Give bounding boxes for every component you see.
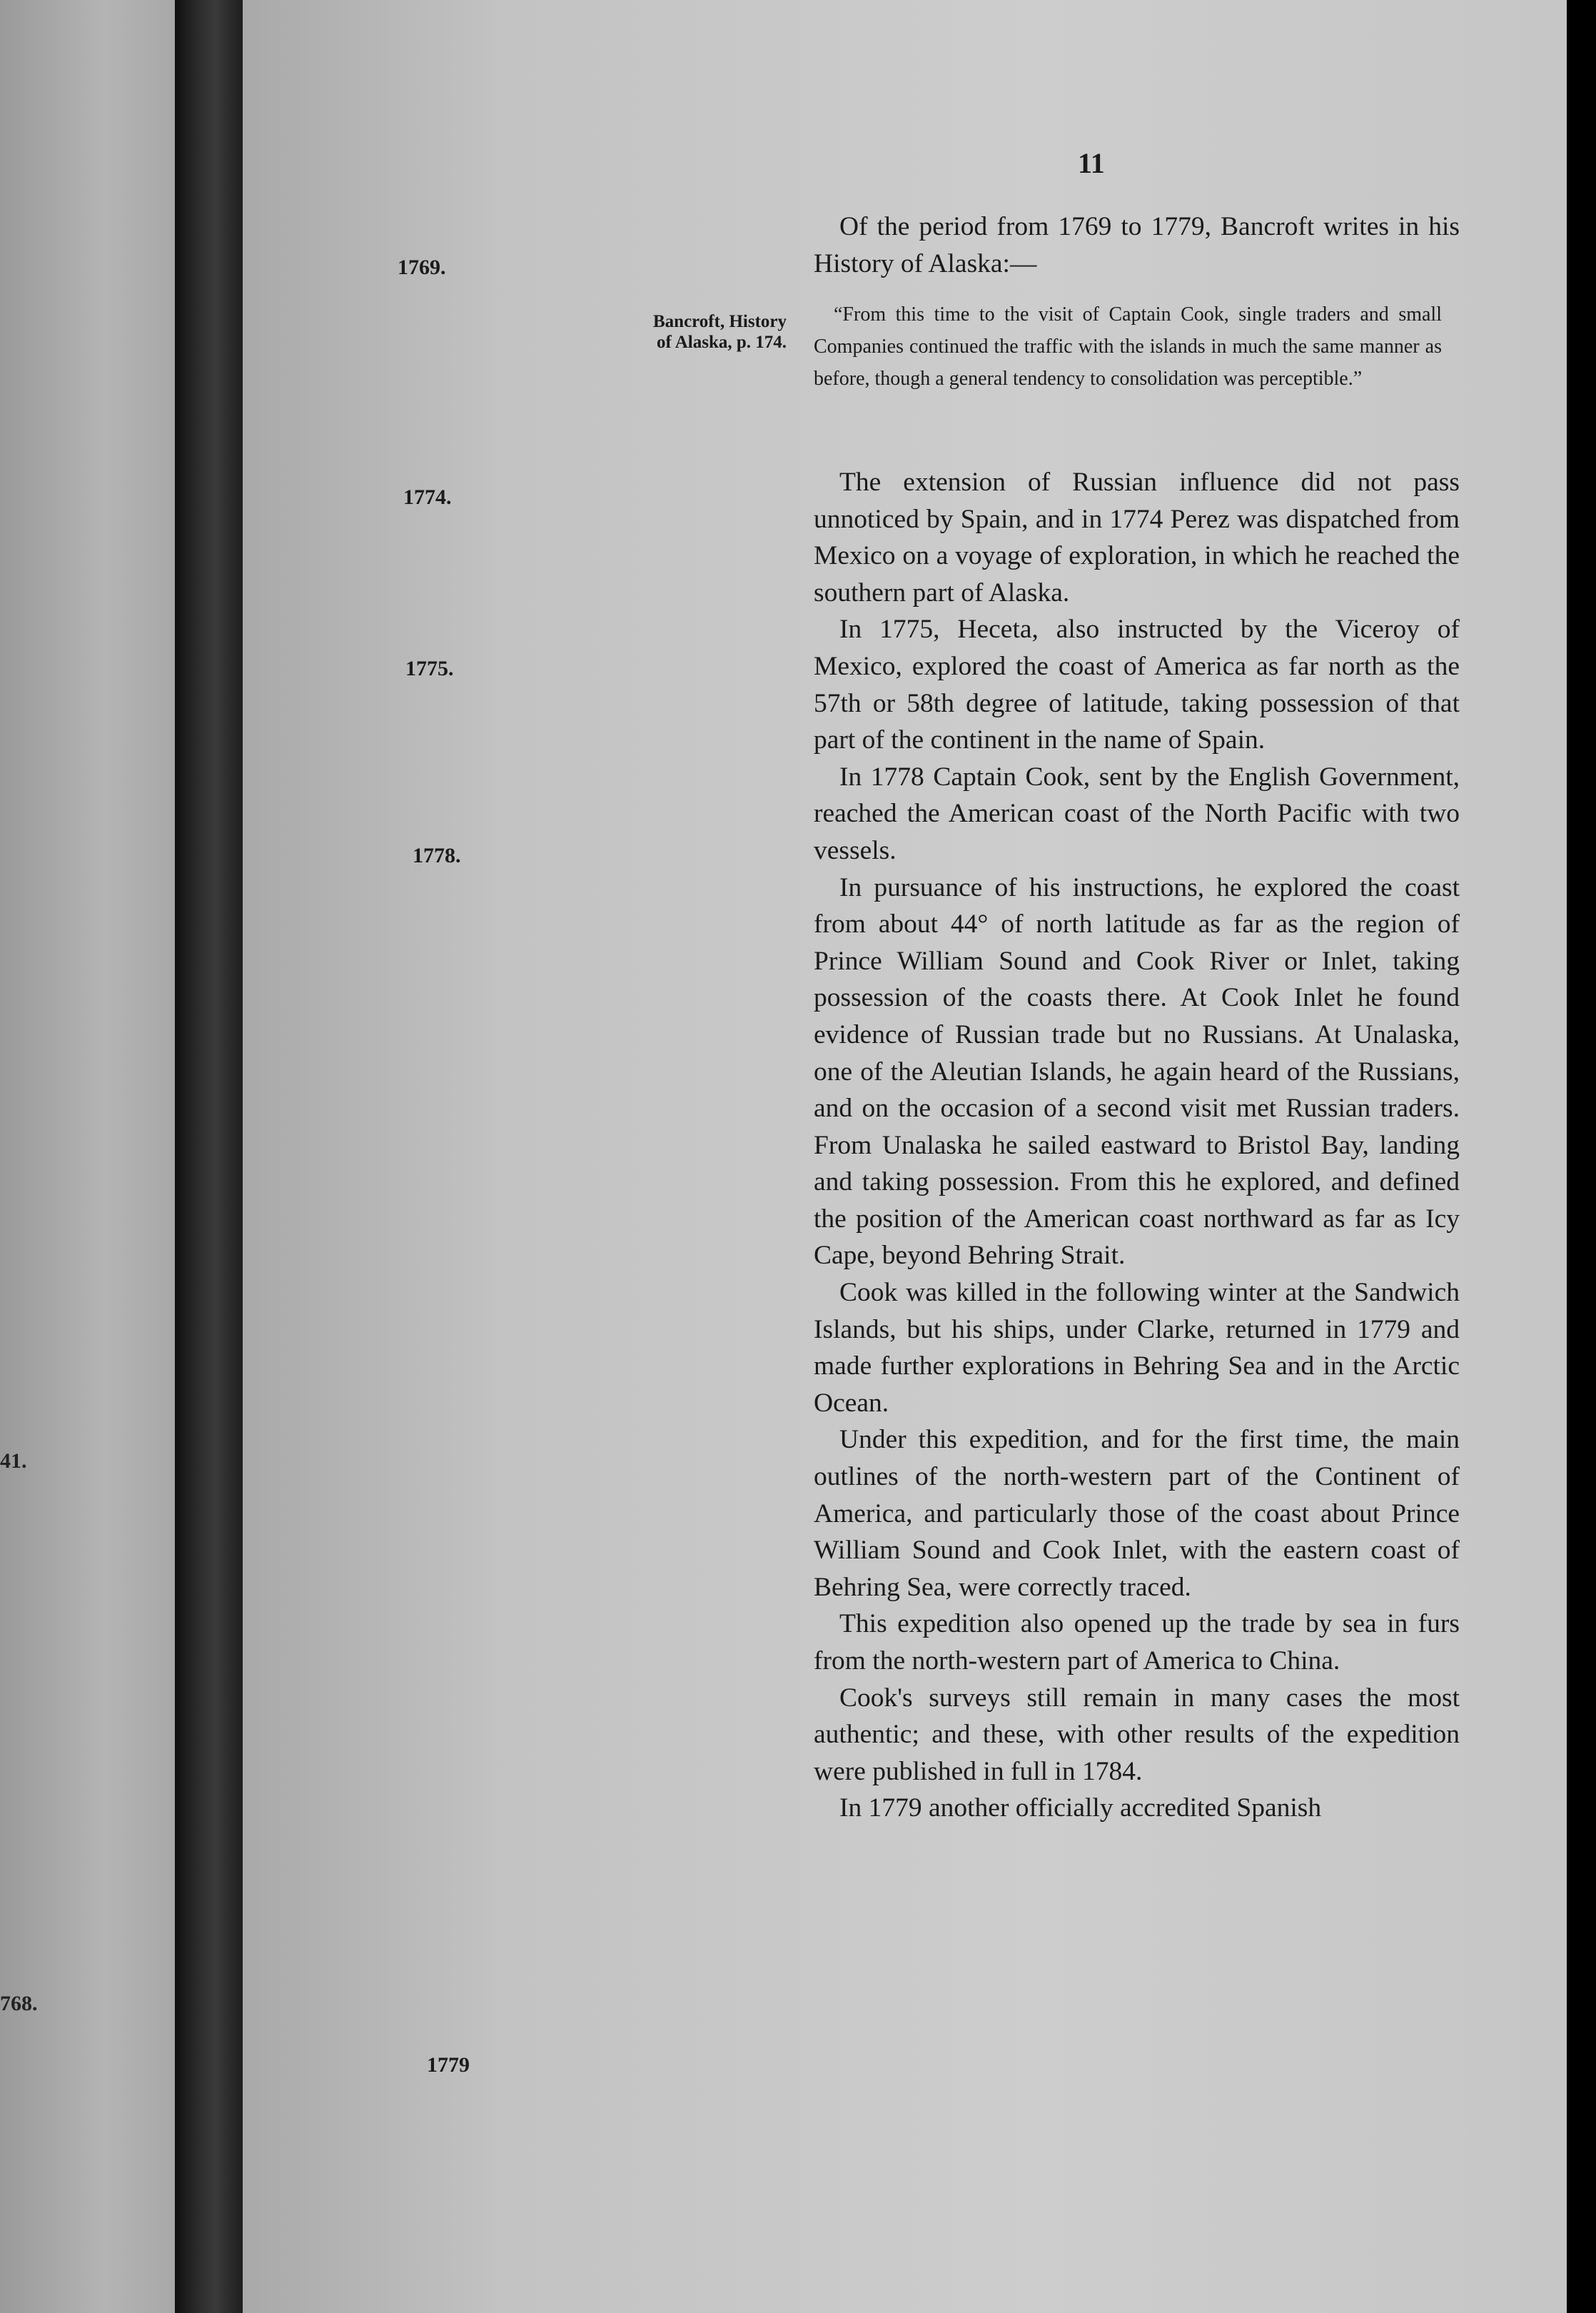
margin-year-1774: 1774.	[403, 485, 452, 509]
text-block-intro	[814, 208, 1460, 282]
paragraph-intro: Of the period from 1769 to 1779, Bancroft writes in his History of Alaska:—	[814, 212, 1460, 278]
margin-year-1775: 1775.	[405, 657, 454, 680]
citation-line: Bancroft, History	[652, 312, 787, 331]
block-quote: “From this time to the visit of Captain Cook, single traders and small Companies continued the traffic with the islands in much the same manner as before, though a general tendency to consolidation was perceptible.”	[814, 303, 1442, 390]
page-edge	[1567, 0, 1596, 2313]
main-text	[814, 464, 1460, 1827]
paragraph-1774: The extension of Russian influence did not pass unnoticed by Spain, and in 1774 Perez was dispatched from Mexico on a voyage of exploration, in which he reached the southern part of Alaska.	[814, 468, 1460, 608]
citation-line: of Alaska, p. 174.	[657, 333, 787, 352]
previous-page-margin-number: 41.	[0, 1449, 27, 1473]
margin-citation	[608, 311, 787, 353]
previous-page-margin-number: 768.	[0, 1992, 38, 2015]
previous-page-strip	[0, 0, 175, 2313]
paragraph-surveys: Cook's surveys still remain in many cases the most authentic; and these, with other results of the expedition were published in full in 1784.	[814, 1683, 1460, 1786]
text-block-quote	[814, 298, 1442, 395]
paragraph-pursuance: In pursuance of his instructions, he explored the coast from about 44° of north latitude as far as the region of Prince William Sound and Cook River or Inlet, taking possession of the coasts there. At Cook Inlet he found evidence of Russian trade but no Russians. At Unalaska, one of the Aleutian Islands, he again heard of the Russians, and on the occasion of a second visit met Russian traders. From Unalaska he sailed eastward to Bristol Bay, landing and taking possession. From this he explored, and defined the position of the American coast northward as far as Icy Cape, beyond Behring Strait.	[814, 872, 1460, 1271]
paragraph-cook-killed: Cook was killed in the following winter at the Sandwich Islands, but his ships, under Clarke, returned in 1779 and made further explorations in Behring Sea and in the Arctic Ocean.	[814, 1278, 1460, 1418]
margin-year-1779: 1779	[427, 2053, 470, 2077]
paragraph-1775: In 1775, Heceta, also instructed by the Viceroy of Mexico, explored the coast of America as far north as the 57th or 58th degree of latitude, taking possession of that part of the continent in the name of Spain.	[814, 615, 1460, 755]
paragraph-trade: This expedition also opened up the trade by sea in furs from the north-western part of America to China.	[814, 1609, 1460, 1675]
paragraph-expedition: Under this expedition, and for the first time, the main outlines of the north-western part of the Continent of America, and particularly those of the coast about Prince William Sound and Cook Inlet, with the eastern coast of Behring Sea, were correctly traced.	[814, 1425, 1460, 1602]
paragraph-1779: In 1779 another officially accredited Spanish	[839, 1793, 1322, 1823]
binding-gutter	[175, 0, 243, 2313]
paragraph-1778: In 1778 Captain Cook, sent by the English Government, reached the American coast of the North Pacific with two vessels.	[814, 762, 1460, 865]
margin-year-1778: 1778.	[413, 844, 461, 867]
margin-year-1769: 1769.	[398, 256, 446, 279]
page-number: 11	[1078, 147, 1105, 179]
